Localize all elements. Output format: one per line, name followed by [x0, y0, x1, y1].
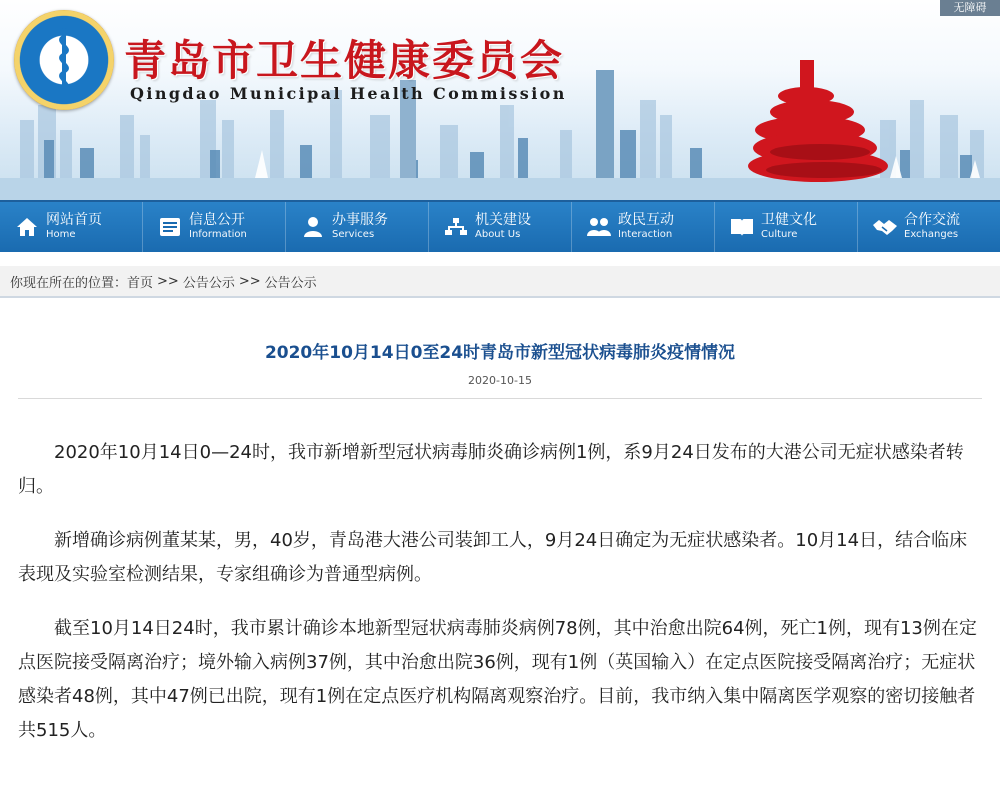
- breadcrumb-link-home[interactable]: 首页: [127, 275, 154, 291]
- main-navigation: [0, 200, 1000, 252]
- article-paragraph: 2020年10月14日0—24时，我市新增新型冠状病毒肺炎确诊病例1例，系9月24日发布的大港公司无症状感染者转归。: [18, 442, 964, 497]
- nav-label-en: Interaction: [618, 229, 673, 241]
- nav-item-information[interactable]: [143, 202, 286, 252]
- nav-label-en: About Us: [475, 229, 521, 241]
- book-icon: [729, 214, 755, 240]
- nav-item-culture[interactable]: [715, 202, 858, 252]
- nav-item-interaction[interactable]: [572, 202, 715, 252]
- article: [0, 298, 1000, 796]
- nav-item-exchanges[interactable]: [858, 202, 1000, 252]
- nav-label-en: Home: [46, 229, 76, 241]
- article-paragraph: 截至10月14日24时，我市累计确诊本地新型冠状病毒肺炎病例78例，其中治愈出院64例，死亡1例，现有13例在定点医院接受隔离治疗；境外输入病例37例，其中治愈出院36例，现有1例（英国输入）在定点医院接受隔离治疗；无症状感染者48例，其中47例已出院，现有1例在定点医疗机构隔离观察治疗。目前，我市纳入集中隔离医学观察的密切接触者共515人。: [18, 618, 977, 741]
- breadcrumb-link-notices[interactable]: 公告公示: [182, 275, 235, 291]
- accessibility-button[interactable]: 无障碍: [940, 0, 1000, 16]
- nav-label: 合作交流: [904, 212, 960, 229]
- article-body: [18, 436, 980, 768]
- article-date: 2020-10-15: [468, 374, 532, 387]
- nav-label-en: Exchanges: [904, 229, 959, 241]
- nav-item-home[interactable]: [0, 202, 143, 252]
- nav-label-en: Information: [189, 229, 247, 241]
- article-title: 2020年10月14日0至24时青岛市新型冠状病毒肺炎疫情情况: [264, 343, 736, 363]
- handshake-icon: [872, 214, 898, 240]
- person-icon: [300, 214, 326, 240]
- nav-label-en: Services: [332, 229, 375, 241]
- nav-item-services[interactable]: [286, 202, 429, 252]
- nav-item-about-us[interactable]: [429, 202, 572, 252]
- home-icon: [14, 214, 40, 240]
- commission-logo[interactable]: [14, 10, 114, 110]
- nav-label: 机关建设: [475, 212, 531, 229]
- caduceus-icon: [44, 26, 84, 94]
- article-paragraph: 新增确诊病例董某某，男，40岁，青岛港大港公司装卸工人，9月24日确定为无症状感染者。10月14日，结合临床表现及实验室检测结果，专家组确诊为普通型病例。: [18, 530, 968, 585]
- breadcrumb-separator: >>: [238, 273, 261, 289]
- site-title: 青岛市卫生健康委员会: [124, 36, 565, 85]
- nav-label-en: Culture: [761, 229, 798, 241]
- breadcrumb: [0, 266, 1000, 298]
- breadcrumb-link-current[interactable]: 公告公示: [264, 275, 317, 291]
- nav-label: 卫健文化: [761, 212, 817, 229]
- list-icon: [157, 214, 183, 240]
- article-divider: [18, 398, 982, 399]
- nav-label: 网站首页: [46, 212, 102, 229]
- breadcrumb-prefix: 你现在所在的位置：: [10, 275, 128, 291]
- nav-label: 信息公开: [189, 212, 245, 229]
- nav-label: 办事服务: [332, 212, 388, 229]
- breadcrumb-separator: >>: [157, 273, 179, 289]
- nav-label: 政民互动: [618, 212, 674, 229]
- org-icon: [443, 214, 469, 240]
- header-banner: [0, 0, 1000, 200]
- people-icon: [586, 214, 612, 240]
- site-title-english: Qingdao Municipal Health Commission: [130, 84, 567, 103]
